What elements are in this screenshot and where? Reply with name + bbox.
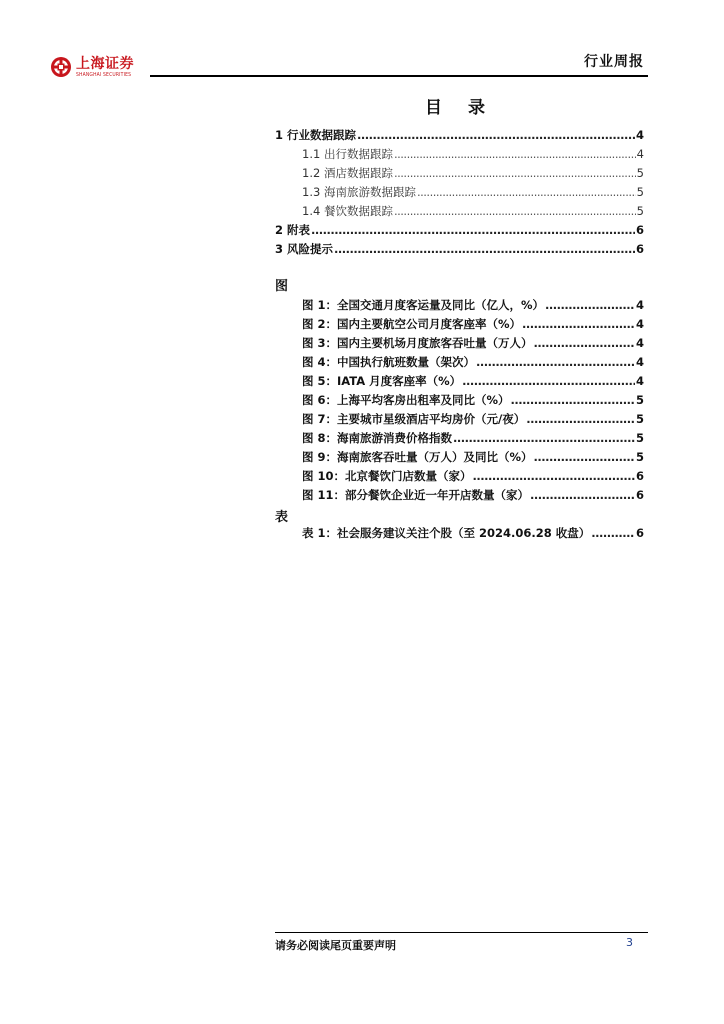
toc-entry-page: 5 <box>636 204 644 218</box>
figure-entry-label: 图 7：主要城市星级酒店平均房价（元/夜） <box>302 412 526 426</box>
figure-entry-page: 4 <box>635 336 644 350</box>
figure-entry-label: 图 11：部分餐饮企业近一年开店数量（家） <box>302 488 530 502</box>
figure-entry-label: 图 10：北京餐饮门店数量（家） <box>302 469 472 483</box>
figure-entry-label: 图 9：海南旅客吞吐量（万人）及同比（%） <box>302 450 533 464</box>
toc-entry-page: 6 <box>635 223 644 237</box>
figure-entry-label: 图 6：上海平均客房出租率及同比（%） <box>302 393 510 407</box>
figure-entry-label: 图 2：国内主要航空公司月度客座率（%） <box>302 317 522 331</box>
leader-dots <box>394 164 636 182</box>
footer-disclaimer: 请务必阅读尾页重要声明 <box>275 939 396 952</box>
report-type: 行业周报 <box>584 54 644 70</box>
toc-entry-label: 1.3 海南旅游数据跟踪 <box>302 185 416 199</box>
figure-entry[interactable] <box>0 296 724 314</box>
shanghai-securities-logo-icon <box>50 56 72 78</box>
leader-dots <box>534 448 635 466</box>
tables-heading: 表 <box>275 510 289 525</box>
page-header <box>0 0 724 80</box>
figure-entry-page: 5 <box>635 450 644 464</box>
figure-entry[interactable] <box>0 448 724 466</box>
toc-entry-label: 1.1 出行数据跟踪 <box>302 147 393 161</box>
toc-entry-page: 4 <box>635 128 644 142</box>
leader-dots <box>545 296 635 314</box>
figure-entry-page: 5 <box>635 431 644 445</box>
toc-entry-page: 5 <box>636 185 644 199</box>
leader-dots <box>453 429 635 447</box>
figure-entry[interactable] <box>0 410 724 428</box>
leader-dots <box>511 391 635 409</box>
table-entry-page: 6 <box>635 526 644 540</box>
toc-entry[interactable] <box>0 183 724 201</box>
leader-dots <box>476 353 635 371</box>
figure-entry-page: 6 <box>635 488 644 502</box>
leader-dots <box>526 410 635 428</box>
figure-entry[interactable] <box>0 334 724 352</box>
brand-logo <box>50 56 137 78</box>
toc-entry[interactable] <box>0 164 724 182</box>
figure-entry[interactable] <box>0 429 724 447</box>
toc-entry[interactable] <box>0 145 724 163</box>
leader-dots <box>394 145 636 163</box>
figure-entry[interactable] <box>0 315 724 333</box>
toc-entry[interactable] <box>0 126 724 144</box>
leader-dots <box>311 221 635 239</box>
figure-entry[interactable] <box>0 486 724 504</box>
toc-entry[interactable] <box>0 240 724 258</box>
toc-entry-page: 5 <box>636 166 644 180</box>
leader-dots <box>534 334 635 352</box>
brand-name-en: SHANGHAI SECURITIES <box>76 71 132 78</box>
figure-entry-page: 6 <box>635 469 644 483</box>
leader-dots <box>417 183 636 201</box>
leader-dots <box>357 126 635 144</box>
toc-entry-page: 6 <box>635 242 644 256</box>
figure-entry[interactable] <box>0 391 724 409</box>
page-number: 3 <box>626 936 633 949</box>
figure-entry-label: 图 3：国内主要机场月度旅客吞吐量（万人） <box>302 336 533 350</box>
figure-entry-page: 4 <box>635 298 644 312</box>
header-divider <box>150 75 648 77</box>
figure-entry[interactable] <box>0 372 724 390</box>
figure-entry[interactable] <box>0 467 724 485</box>
leader-dots <box>522 315 635 333</box>
figure-entry-page: 4 <box>635 374 644 388</box>
table-entry-label: 表 1：社会服务建议关注个股（至 2024.06.28 收盘） <box>302 526 591 540</box>
toc-entry-label: 3 风险提示 <box>275 242 334 256</box>
brand-name-cn: 上海证券 <box>76 55 134 72</box>
toc-title: 目 录 <box>425 98 495 118</box>
leader-dots <box>591 524 635 542</box>
figure-entry-label: 图 4：中国执行航班数量（架次） <box>302 355 476 369</box>
leader-dots <box>334 240 635 258</box>
toc-entry-page: 4 <box>636 147 644 161</box>
leader-dots <box>530 486 635 504</box>
figure-entry-page: 4 <box>635 355 644 369</box>
figure-entry-label: 图 8：海南旅游消费价格指数 <box>302 431 453 445</box>
figure-entry-page: 5 <box>635 412 644 426</box>
toc-entry-label: 1 行业数据跟踪 <box>275 128 357 142</box>
footer-divider <box>275 932 648 933</box>
figure-entry-label: 图 1：全国交通月度客运量及同比（亿人，%） <box>302 298 545 312</box>
leader-dots <box>473 467 635 485</box>
figure-entry-page: 4 <box>635 317 644 331</box>
leader-dots <box>394 202 636 220</box>
figure-entry[interactable] <box>0 353 724 371</box>
figures-heading: 图 <box>275 279 289 294</box>
toc-entry-label: 1.4 餐饮数据跟踪 <box>302 204 393 218</box>
table-entry[interactable] <box>0 524 724 542</box>
toc-entry[interactable] <box>0 202 724 220</box>
figure-entry-page: 5 <box>635 393 644 407</box>
leader-dots <box>462 372 635 390</box>
toc-entry[interactable] <box>0 221 724 239</box>
toc-entry-label: 1.2 酒店数据跟踪 <box>302 166 393 180</box>
figure-entry-label: 图 5：IATA 月度客座率（%） <box>302 374 462 388</box>
toc-entry-label: 2 附表 <box>275 223 311 237</box>
